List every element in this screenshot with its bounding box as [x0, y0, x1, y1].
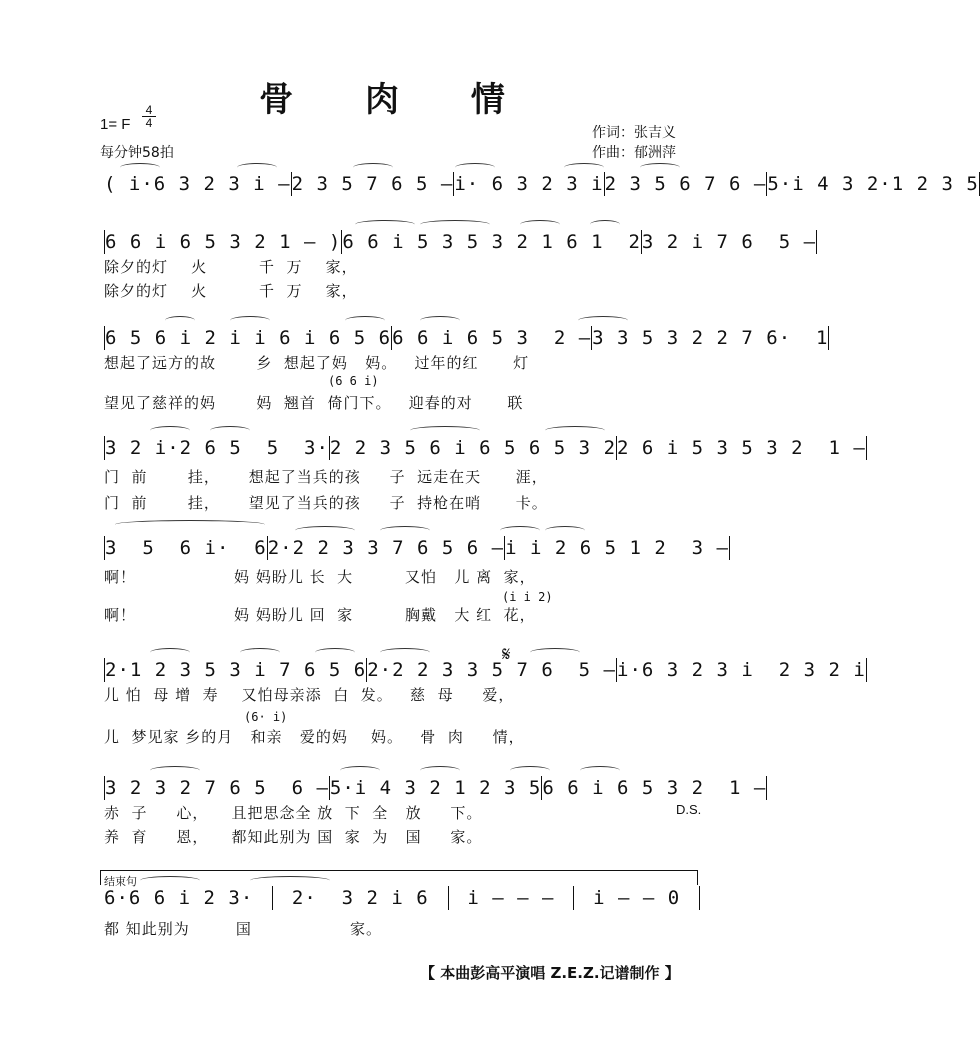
page-title: 骨 肉 情: [259, 80, 535, 120]
slur-mark: [530, 648, 580, 657]
tempo-marking: 每分钟58拍: [100, 145, 174, 161]
slur-mark: [150, 766, 200, 775]
measure: i – – 0: [593, 887, 681, 909]
slur-mark: [120, 163, 160, 172]
slur-mark: [210, 426, 250, 435]
barline: [573, 886, 574, 910]
notation-line: [104, 230, 817, 254]
measure: 3 2 3 2 7 6 5 6 –: [105, 777, 329, 799]
slur-mark: [380, 648, 430, 657]
segno-mark: 𝄋: [502, 642, 511, 666]
alt-notes-2: (i i 2): [502, 590, 553, 604]
slur-mark: [590, 220, 620, 229]
key-signature: 1= F: [100, 116, 131, 133]
meter-bottom: 4: [145, 116, 153, 130]
slur-mark: [250, 876, 330, 885]
slur-mark: [510, 766, 550, 775]
measure: 6 6 i 6 5 3 2 –: [392, 327, 592, 349]
slur-mark: [295, 526, 355, 535]
slur-mark: [410, 426, 480, 435]
barline: [448, 886, 449, 910]
measure: 3 2 i 7 6 5 –: [641, 231, 817, 253]
slur-mark: [315, 648, 355, 657]
slur-mark: [140, 876, 200, 885]
barline: [816, 230, 817, 254]
slur-mark: [420, 316, 460, 325]
notation-line: [104, 886, 700, 910]
measure: 6 6 i 6 5 3 2 1 – ): [105, 231, 342, 253]
notation-line: [104, 658, 866, 682]
notation-line: [104, 536, 729, 560]
notation-line: [104, 436, 866, 460]
lyric-line: 除夕的灯 火 千 万 家，: [104, 282, 358, 300]
barline: [272, 886, 273, 910]
measure: 3 3 5 3 2 2 7 6· 1: [592, 327, 829, 349]
slur-mark: [520, 220, 560, 229]
barline: [766, 776, 767, 800]
slur-mark: [500, 526, 540, 535]
barline: [729, 536, 730, 560]
lyric-line: 儿 怕 母 增 寿 又怕母亲添 白 发。 慈 母 爱，: [104, 686, 515, 704]
slur-mark: [237, 163, 277, 172]
slur-mark: [455, 163, 495, 172]
barline: [866, 436, 867, 460]
composer-credit: 作曲：郁洲萍: [592, 145, 676, 161]
slur-mark: [115, 520, 265, 529]
measure: 6·6 6 i 2 3·: [104, 887, 254, 909]
lyric-line: 除夕的灯 火 千 万 家，: [104, 258, 358, 276]
slur-mark: [640, 163, 680, 172]
slur-mark: [564, 163, 604, 172]
lyric-line: 门 前 挂， 望见了当兵的孩 子 持枪在哨 卡。: [104, 494, 548, 512]
slur-mark: [420, 766, 460, 775]
notation-line: [104, 326, 829, 350]
alt-notes-1: (6 6 i): [328, 374, 379, 388]
slur-mark: [230, 316, 270, 325]
lyric-line: 想起了远方的故 乡 想起了妈 妈。 过年的红 灯: [104, 354, 530, 372]
measure: 5·i 4 3 2·1 2 3 5: [767, 173, 979, 195]
slur-mark: [340, 766, 380, 775]
lyricist-credit: 作词：张吉义: [592, 125, 676, 141]
measure: 2 3 5 6 7 6 –: [604, 173, 767, 195]
slur-mark: [545, 426, 605, 435]
slur-mark: [420, 220, 490, 229]
lyric-line: 养 育 恩， 都知此别为 国 家 为 国 家。: [104, 828, 483, 846]
measure: 2·2 2 3 3 5 7 6 5 –: [367, 659, 616, 681]
barline: [866, 658, 867, 682]
lyric-line: 赤 子 心， 且把思念全 放 下 全 放 下。: [104, 804, 483, 822]
lyric-line: 啊！ 妈 妈盼儿 回 家 胸戴 大 红 花，: [104, 606, 536, 624]
lyric-line: 啊！ 妈 妈盼儿 长 大 又怕 儿 离 家，: [104, 568, 536, 586]
measure: 2· 3 2 i 6: [291, 887, 429, 909]
measure: i i 2 6 5 1 2 3 –: [505, 537, 729, 559]
measure: i·6 3 2 3 i 2 3 2 i: [617, 659, 866, 681]
measure: 6 5 6 i 2 i i 6 i 6 5 6: [105, 327, 392, 349]
barline: [828, 326, 829, 350]
measure: 2·1 2 3 5 3 i 7 6 5 6: [105, 659, 367, 681]
lyric-line: 门 前 挂， 想起了当兵的孩 子 远走在天 涯，: [104, 468, 548, 486]
lyric-line: 望见了慈祥的妈 妈 翘首 倚门下。 迎春的对 联: [104, 394, 524, 412]
slur-mark: [150, 648, 190, 657]
measure: i – – –: [467, 887, 555, 909]
measure: 2 2 3 5 6 i 6 5 6 5 3 2: [329, 437, 617, 459]
measure: 3 5 6 i· 6: [105, 537, 267, 559]
barline: [699, 886, 700, 910]
ds-marking: D.S.: [676, 802, 702, 817]
measure: 6 6 i 6 5 3 2 1 –: [542, 777, 767, 799]
measure: 2·2 2 3 3 7 6 5 6 –: [267, 537, 505, 559]
measure: 6 6 i 5 3 5 3 2 1 6 1 2: [342, 231, 641, 253]
measure: i· 6 3 2 3 i: [454, 173, 604, 195]
slur-mark: [580, 766, 620, 775]
slur-mark: [165, 316, 195, 325]
lyric-line: 儿 梦见家 乡的月 和亲 爱的妈 妈。 骨 肉 情，: [104, 728, 525, 746]
lyric-line: 都 知此别为 国 家。: [104, 920, 382, 938]
slur-mark: [345, 316, 385, 325]
measure: 2 6 i 5 3 5 3 2 1 –: [617, 437, 866, 459]
footer-credit: 【 本曲彭高平演唱 Z.E.Z.记谱制作 】: [420, 964, 680, 982]
slur-mark: [150, 426, 190, 435]
coda-label: 结束句: [104, 875, 137, 888]
notation-line: [104, 776, 767, 800]
slur-mark: [240, 648, 280, 657]
notation-line: [104, 172, 979, 196]
meter-top: 4: [145, 103, 153, 117]
slur-mark: [353, 163, 393, 172]
slur-mark: [545, 526, 585, 535]
measure: 5·i 4 3 2 1 2 3 5: [329, 777, 542, 799]
measure: 3 2 i·2 6 5 5 3·: [105, 437, 329, 459]
alt-notes-3: (6· i): [244, 710, 288, 724]
slur-mark: [380, 526, 430, 535]
slur-mark: [578, 316, 628, 325]
measure: ( i·6 3 2 3 i –: [104, 173, 291, 195]
measure: 2 3 5 7 6 5 –: [291, 173, 454, 195]
slur-mark: [355, 220, 415, 229]
time-signature: [142, 104, 156, 129]
